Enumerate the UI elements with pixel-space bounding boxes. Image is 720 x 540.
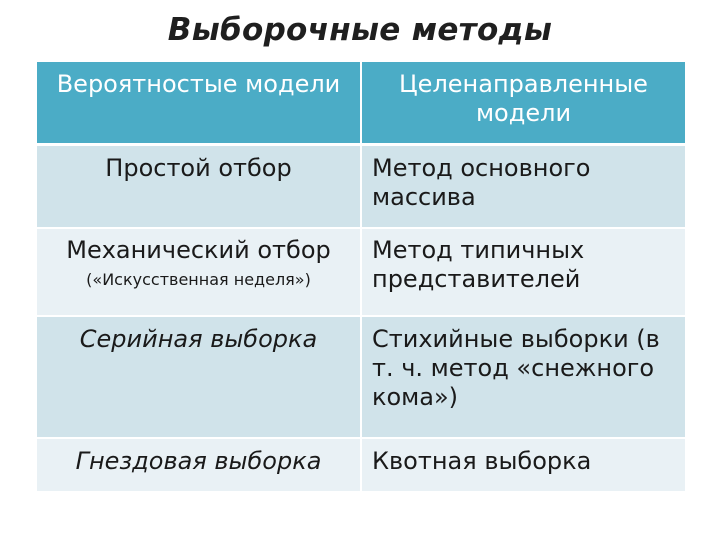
artificial-week-note: («Искусственная неделя») [86, 270, 311, 289]
header-probabilistic-models: Вероятностые модели [37, 62, 361, 144]
cell-quota-sampling: Квотная выборка [361, 438, 685, 492]
cell-cluster-sampling: Гнездовая выборка [37, 438, 361, 492]
slide-title: Выборочные методы [167, 12, 553, 48]
table-row [37, 438, 685, 492]
table-row [37, 316, 685, 438]
cell-main-array-method: Метод основного массива [361, 144, 685, 228]
table-row [37, 228, 685, 316]
cell-serial-sampling: Серийная выборка [37, 316, 361, 438]
mechanical-selection-label: Механический отбор [66, 236, 331, 264]
cell-mechanical-selection [37, 228, 361, 316]
table-header-row [37, 62, 685, 144]
sampling-methods-table [37, 62, 685, 493]
header-targeted-models: Целенаправленные модели [361, 62, 685, 144]
cell-typical-representatives-method: Метод типичных представителей [361, 228, 685, 316]
cell-spontaneous-sampling: Стихийные выборки (в т. ч. метод «снежного кома») [361, 316, 685, 438]
cell-simple-selection: Простой отбор [37, 144, 361, 228]
table-row [37, 144, 685, 228]
